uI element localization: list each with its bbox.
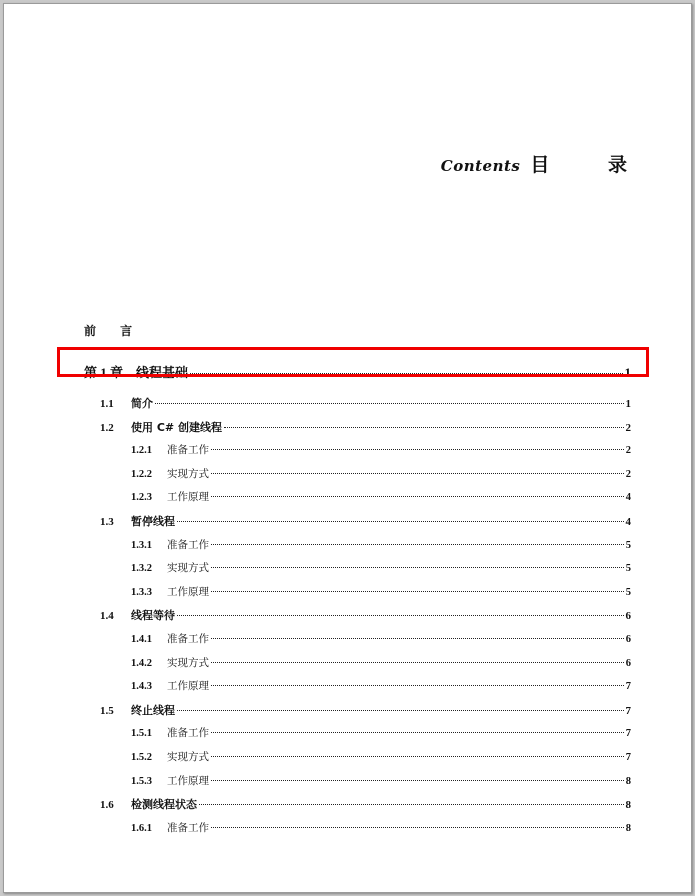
toc-subsection-entry[interactable] [131, 489, 631, 504]
page-number: 5 [625, 563, 631, 575]
page-number: 8 [625, 822, 631, 834]
dot-leader [211, 826, 624, 828]
dot-leader [177, 614, 624, 616]
entry-number: 1.4 [100, 610, 114, 623]
toc-subsection-entry[interactable] [131, 584, 631, 599]
dot-leader [211, 495, 624, 497]
dot-leader [211, 590, 624, 592]
page-number: 6 [625, 610, 631, 623]
entry-title: 使用 C# 创建线程 [131, 420, 222, 434]
toc-section-entry[interactable] [100, 796, 631, 812]
entry-title: 实现方式 [167, 467, 209, 480]
toc-subsection-entry[interactable] [131, 725, 631, 740]
dot-leader [211, 661, 624, 663]
dot-leader [211, 543, 624, 545]
toc-section-entry[interactable] [100, 419, 631, 435]
entry-title: 实现方式 [167, 656, 209, 669]
toc-heading [440, 150, 653, 177]
dot-leader [211, 731, 624, 733]
toc-section-entry[interactable] [100, 395, 631, 411]
page-number: 2 [625, 468, 631, 480]
toc-subsection-entry[interactable] [131, 749, 631, 764]
toc-subsection-entry[interactable] [131, 820, 631, 835]
document-page [3, 3, 692, 893]
entry-title: 检测线程状态 [131, 798, 197, 812]
page-number: 4 [625, 492, 631, 504]
page-number: 6 [625, 634, 631, 645]
dot-leader [177, 709, 624, 711]
entry-number: 1.4.2 [131, 657, 152, 669]
page-number: 6 [625, 657, 631, 669]
entry-title: 工作原理 [167, 585, 209, 598]
entry-title: 实现方式 [167, 751, 209, 763]
page-number: 4 [625, 516, 631, 528]
entry-number: 1.1 [100, 398, 114, 410]
chapter-number: 第 1 章 [84, 365, 124, 380]
toc-subsection-entry[interactable] [131, 537, 631, 552]
page-number: 7 [625, 704, 631, 717]
entry-title: 准备工作 [167, 538, 209, 551]
page-number: 2 [625, 421, 631, 434]
page-number: 7 [625, 752, 631, 763]
page-number: 5 [625, 586, 631, 598]
toc-subsection-entry[interactable] [131, 655, 631, 670]
contents-label: Contents [440, 157, 521, 175]
entry-number: 1.4.1 [131, 634, 152, 645]
toc-section-entry[interactable] [100, 702, 631, 718]
entry-title: 工作原理 [167, 680, 209, 693]
entry-title: 线程等待 [131, 609, 175, 623]
entry-number: 1.4.3 [131, 681, 152, 693]
entry-title: 实现方式 [167, 562, 209, 575]
entry-number: 1.5 [100, 704, 114, 717]
entry-title: 暂停线程 [131, 515, 175, 528]
entry-title: 工作原理 [167, 491, 209, 504]
entry-number: 1.2.3 [131, 492, 152, 504]
entry-number: 1.3.2 [131, 563, 152, 575]
dot-leader [155, 402, 624, 404]
entry-number: 1.6 [100, 799, 114, 812]
page-number: 8 [625, 775, 631, 787]
toc-title: 目 录 [530, 154, 653, 176]
entry-number: 1.2.1 [131, 445, 152, 457]
page-number: 8 [625, 799, 631, 812]
dot-leader [211, 472, 624, 474]
dot-leader [211, 637, 624, 639]
toc-subsection-entry[interactable] [131, 631, 631, 646]
dot-leader [224, 426, 624, 428]
entry-number: 1.3.1 [131, 539, 152, 551]
toc-subsection-entry[interactable] [131, 442, 631, 457]
entry-title: 终止线程 [131, 703, 175, 717]
dot-leader [199, 803, 624, 805]
entry-number: 1.5.1 [131, 728, 152, 740]
entry-number: 1.6.1 [131, 822, 152, 834]
toc-subsection-entry[interactable] [131, 678, 631, 693]
entry-number: 1.5.2 [131, 752, 152, 763]
page-number: 7 [625, 728, 631, 740]
page-number: 7 [625, 681, 631, 693]
toc-preface-entry[interactable]: 前 言 [84, 324, 143, 338]
entry-number: 1.3.3 [131, 586, 152, 598]
toc-section-entry[interactable] [100, 513, 631, 529]
entry-title: 工作原理 [167, 774, 209, 787]
dot-leader [211, 448, 624, 450]
toc-chapter-entry[interactable] [84, 362, 631, 381]
toc-subsection-entry[interactable] [131, 773, 631, 788]
entry-number: 1.2 [100, 421, 114, 434]
dot-leader [190, 372, 622, 374]
entry-number: 1.2.2 [131, 468, 152, 480]
dot-leader [211, 566, 624, 568]
page-number: 2 [625, 445, 631, 457]
entry-title: 准备工作 [167, 633, 209, 645]
dot-leader [211, 755, 624, 757]
entry-number: 1.3 [100, 516, 114, 528]
page-number: 5 [625, 539, 631, 551]
toc-subsection-entry[interactable] [131, 466, 631, 481]
entry-title: 准备工作 [167, 821, 209, 834]
page-number: 1 [624, 365, 631, 380]
entry-title: 简介 [131, 397, 153, 410]
toc-section-entry[interactable] [100, 607, 631, 623]
toc-subsection-entry[interactable] [131, 560, 631, 575]
chapter-title: 线程基础 [136, 366, 189, 381]
dot-leader [211, 684, 624, 686]
dot-leader [211, 779, 624, 781]
entry-title: 准备工作 [167, 727, 209, 740]
page-number: 1 [625, 398, 631, 410]
dot-leader [177, 520, 624, 522]
entry-number: 1.5.3 [131, 775, 152, 787]
entry-title: 准备工作 [167, 444, 209, 457]
